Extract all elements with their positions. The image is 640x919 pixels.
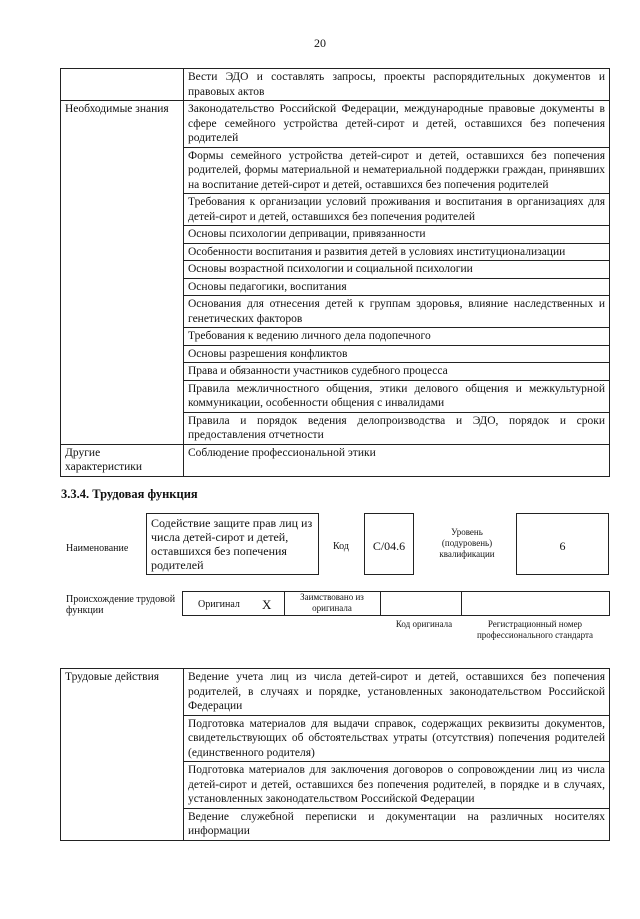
table-row bbox=[61, 669, 610, 716]
origin-table bbox=[182, 591, 610, 616]
reg-number-label: Регистрационный номер профессионального стандарта bbox=[476, 619, 594, 640]
original-mark: X bbox=[262, 597, 272, 612]
table-cell: Правила и порядок ведения делопроизводства и ЭДО, порядок и сроки предоставления отчетности bbox=[184, 412, 610, 444]
table-cell: Подготовка материалов для выдачи справок, содержащих реквизиты документов, свидетельствующих об обстоятельствах утраты (отсутствия) попечения родителей (единственного родителя) bbox=[184, 715, 610, 762]
table-row bbox=[61, 444, 610, 476]
table-cell: Соблюдение профессиональной этики bbox=[184, 444, 610, 476]
table-cell: Основы разрешения конфликтов bbox=[184, 345, 610, 363]
row-label bbox=[61, 69, 184, 101]
section-heading: 3.3.4. Трудовая функция bbox=[61, 487, 198, 501]
table-cell: Формы семейного устройства детей-сирот и детей, оставшихся без попечения родителей, формы материальной и нематериальной поддержки граждан, принявших на воспитание детей-сирот и детей, оставшихся без попечения родителей bbox=[184, 147, 610, 194]
row-label-other: Другие характеристики bbox=[61, 444, 184, 476]
code-value: C/04.6 bbox=[364, 513, 414, 575]
table-row bbox=[61, 69, 610, 101]
table-cell: Основания для отнесения детей к группам здоровья, влияние наследственных и генетических факторов bbox=[184, 296, 610, 328]
level-value: 6 bbox=[516, 513, 609, 575]
table-cell: Ведение учета лиц из числа детей-сирот и детей, оставшихся без попечения родителей, в случаях и порядке, установленных законодательством Российской Федерации bbox=[184, 669, 610, 716]
name-label: Наименование bbox=[66, 543, 129, 554]
divider bbox=[380, 591, 381, 616]
table-cell: Основы возрастной психологии и социальной психологии bbox=[184, 261, 610, 279]
origin-label: Происхождение трудовой функции bbox=[66, 594, 176, 616]
table-cell: Требования к ведению личного дела подопечного bbox=[184, 328, 610, 346]
table-cell: Правила межличностного общения, этики делового общения и межкультурной коммуникации, особенности общения с инвалидами bbox=[184, 380, 610, 412]
page-number: 20 bbox=[314, 36, 326, 50]
borrowed-label: Заимствовано из оригинала bbox=[300, 592, 364, 613]
table-cell: Вести ЭДО и составлять запросы, проекты распорядительных документов и правовых актов bbox=[184, 69, 610, 101]
divider bbox=[284, 591, 285, 616]
code-original-label: Код оригинала bbox=[395, 619, 453, 629]
knowledge-table bbox=[60, 68, 610, 477]
name-value: Содействие защите прав лиц из числа детей-сирот и детей, оставшихся без попечения родителей bbox=[146, 513, 319, 575]
code-label: Код bbox=[333, 541, 349, 552]
table-cell: Ведение служебной переписки и документации на различных носителях информации bbox=[184, 808, 610, 840]
table-cell: Подготовка материалов для заключения договоров о сопровождении лиц из числа детей-сирот и детей, оставшихся без попечения родителей, в порядке и в случаях, установленных законодательством Российской Федерации bbox=[184, 762, 610, 809]
table-row bbox=[61, 101, 610, 148]
actions-table bbox=[60, 668, 610, 841]
table-cell: Особенности воспитания и развития детей в условиях институционализации bbox=[184, 243, 610, 261]
table-cell: Основы психологии депривации, привязанности bbox=[184, 226, 610, 244]
level-label: Уровень (подуровень) квалификации bbox=[439, 527, 495, 559]
table-cell: Требования к организации условий проживания и воспитания в организациях для детей-сирот и детей, оставшихся без попечения родителей bbox=[184, 194, 610, 226]
row-label-actions: Трудовые действия bbox=[61, 669, 184, 841]
table-cell: Основы педагогики, воспитания bbox=[184, 278, 610, 296]
original-label: Оригинал bbox=[198, 599, 240, 610]
divider bbox=[461, 591, 462, 616]
table-cell: Законодательство Российской Федерации, международные правовые документы в сфере семейного устройства детей-сирот и детей, оставшихся без попечения родителей bbox=[184, 101, 610, 148]
table-cell: Права и обязанности участников судебного процесса bbox=[184, 363, 610, 381]
row-label-knowledge: Необходимые знания bbox=[61, 101, 184, 445]
